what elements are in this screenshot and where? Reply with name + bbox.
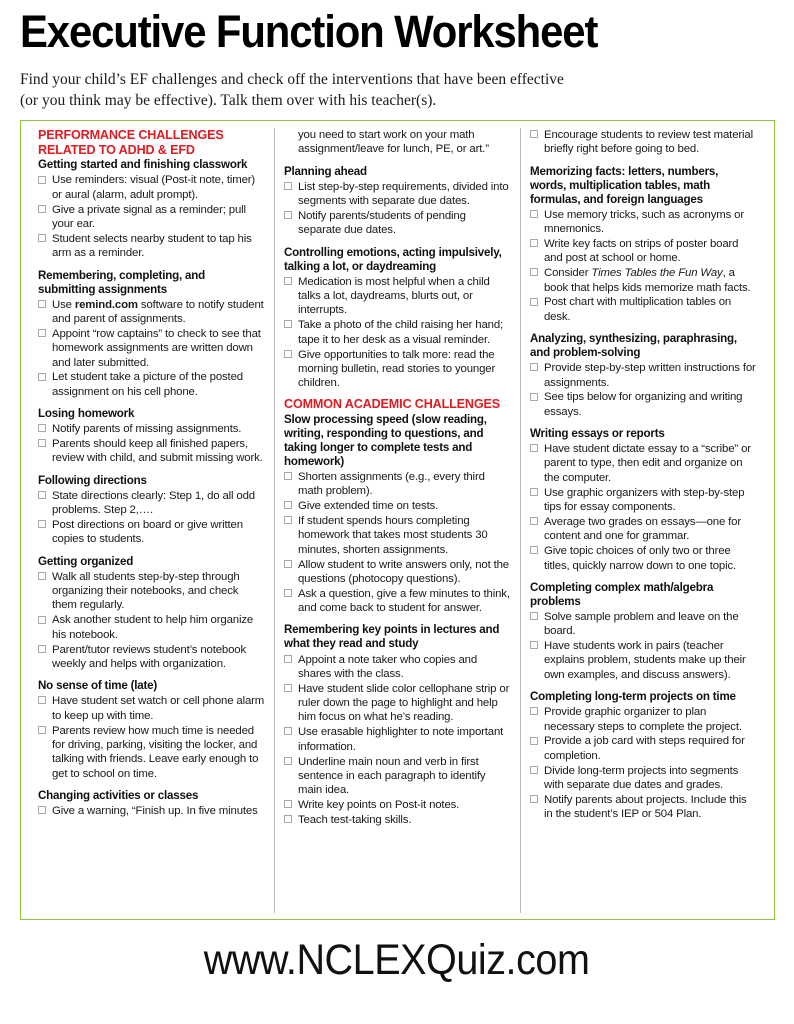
check-item[interactable] (38, 694, 265, 723)
check-item-label: List step-by-step requirements, divided into segments with separate due dates. (298, 180, 509, 208)
check-item-label: Encourage students to review test material briefly right before going to bed. (544, 129, 753, 156)
check-item-label: Walk all students step-by-step through organizing their notebooks, and check them regularly. (52, 570, 240, 612)
check-item[interactable] (530, 390, 757, 419)
checkbox-icon[interactable] (38, 616, 46, 624)
check-item-label: Provide graphic organizer to plan necessary steps to complete the project. (544, 706, 742, 733)
checkbox-icon[interactable] (284, 800, 292, 808)
check-item[interactable] (38, 613, 265, 642)
checkbox-icon[interactable] (284, 516, 292, 524)
check-item[interactable] (38, 570, 265, 613)
check-item-label-post: , a book that helps kids memorize math facts. (544, 267, 751, 294)
check-item-label: Have students work in pairs (teacher explains problem, students make up their own examples, and discuss answers). (544, 640, 746, 681)
check-item-label: Appoint a note taker who copies and shares with the class. (298, 653, 478, 680)
checkbox-icon[interactable] (530, 641, 538, 649)
check-item-label: Notify parents/students of pending separate due dates. (298, 209, 466, 237)
checkbox-icon[interactable] (38, 726, 46, 734)
check-item-label: Divide long-term projects into segments with separate due dates and grades. (544, 764, 739, 791)
page-footer (0, 936, 794, 985)
check-item-label-pre: Use (52, 298, 75, 311)
check-item-label: Have student dictate essay to a “scribe” or parent to type, then edit and organize on the computer. (544, 443, 751, 484)
checkbox-icon[interactable] (284, 655, 292, 663)
check-item[interactable] (284, 755, 511, 798)
check-list-completing-math-problems (530, 610, 757, 682)
check-item-label: Provide step-by-step written instructions for assignments. (544, 362, 756, 389)
check-item[interactable] (284, 318, 511, 347)
check-item[interactable] (38, 370, 265, 399)
check-item[interactable] (284, 275, 511, 318)
checkbox-icon[interactable] (284, 320, 292, 328)
check-item-label: State directions clearly: Step 1, do all odd problems. Step 2,…. (52, 489, 255, 517)
check-item[interactable] (284, 514, 511, 557)
checkbox-icon[interactable] (530, 363, 538, 371)
checkbox-icon[interactable] (284, 589, 292, 597)
section-title-line-2: RELATED TO ADHD & EFD (38, 142, 195, 157)
check-item-label: Give extended time on tests. (298, 500, 439, 513)
check-item-label: If student spends hours completing homework that takes most students 30 minutes, shorten assignments. (298, 514, 488, 556)
check-list-planning-ahead (284, 180, 511, 238)
check-item-label-bold: remind.com (74, 298, 138, 311)
check-item-label: Give opportunities to talk more: read the morning bulletin, read stories to younger children. (298, 348, 496, 390)
checkbox-icon[interactable] (530, 546, 538, 554)
check-item[interactable] (284, 558, 511, 587)
checkbox-icon[interactable] (284, 182, 292, 190)
check-item-label: Solve sample problem and leave on the board. (544, 610, 739, 638)
check-item-label: Parents review how much time is needed for driving, parking, visiting the locker, and talking with friends. Leave early enough to get to school on time. (52, 724, 259, 780)
checkbox-icon[interactable] (530, 737, 538, 745)
checkbox-icon[interactable] (38, 520, 46, 528)
check-item[interactable] (284, 798, 511, 812)
check-item-label: Let student take a picture of the posted assignment on his cell phone. (52, 371, 243, 398)
check-item[interactable] (530, 639, 757, 682)
worksheet-column-2 (274, 128, 520, 913)
checkbox-icon[interactable] (284, 501, 292, 509)
section-title-performance-challenges (38, 128, 265, 157)
group-head-changing-activities: Changing activities or classes (38, 788, 199, 802)
checkbox-icon[interactable] (530, 239, 538, 247)
checkbox-icon[interactable] (38, 300, 46, 308)
group-head-remembering-submitting: Remembering, completing, and submitting assignments (38, 268, 206, 296)
check-item-label: Parent/tutor reviews student’s notebook weekly and helps with organization. (52, 643, 247, 670)
check-item-label: Parents should keep all finished papers, review with child, and submit missing work. (52, 438, 263, 465)
group-head-long-term-projects: Completing long-term projects on time (530, 690, 736, 704)
check-item-label: See tips below for organizing and writing essays. (544, 391, 743, 418)
check-item-label: Have student set watch or cell phone alarm to keep up with time. (52, 695, 265, 722)
group-head-planning-ahead: Planning ahead (284, 164, 367, 178)
checkbox-icon[interactable] (530, 298, 538, 306)
check-item-label-pre: Consider (544, 267, 592, 280)
group-head-losing-homework: Losing homework (38, 407, 135, 421)
checkbox-icon[interactable] (530, 130, 538, 138)
check-item[interactable] (38, 173, 265, 202)
check-item-label: Notify parents of missing assignments. (52, 423, 242, 436)
checkbox-icon[interactable] (38, 329, 46, 337)
check-item[interactable] (530, 610, 757, 639)
checkbox-icon[interactable] (38, 696, 46, 704)
checkbox-icon[interactable] (38, 491, 46, 499)
checkbox-icon[interactable] (38, 572, 46, 580)
checkbox-icon[interactable] (284, 472, 292, 480)
check-item[interactable] (284, 180, 511, 209)
check-item[interactable] (284, 470, 511, 499)
check-item[interactable] (38, 298, 265, 327)
check-item[interactable] (530, 544, 757, 573)
check-item[interactable] (530, 705, 757, 734)
group-head-remembering-key-points: Remembering key points in lectures and what they read and study (284, 623, 500, 651)
check-item-label: Give topic choices of only two or three titles, quickly narrow down to one topic. (544, 545, 737, 572)
page-header (0, 0, 794, 111)
check-item-label: Use graphic organizers with step-by-step tips for essay components. (544, 486, 745, 514)
checkbox-icon[interactable] (530, 268, 538, 276)
site-url[interactable]: www.NCLEXQuiz.com (204, 936, 590, 984)
checkbox-icon[interactable] (530, 612, 538, 620)
check-item[interactable] (530, 128, 757, 157)
checkbox-icon[interactable] (284, 560, 292, 568)
check-item[interactable] (530, 442, 757, 485)
check-list-analyzing-synthesizing (530, 361, 757, 419)
checkbox-icon[interactable] (38, 424, 46, 432)
checkbox-icon[interactable] (530, 444, 538, 452)
check-item[interactable] (284, 682, 511, 725)
check-item[interactable] (530, 486, 757, 515)
checkbox-icon[interactable] (284, 350, 292, 358)
check-item-label: Average two grades on essays—one for content and one for grammar. (544, 515, 742, 543)
checkbox-icon[interactable] (38, 205, 46, 213)
check-item-label: Write key points on Post-it notes. (298, 799, 460, 812)
checkbox-icon[interactable] (284, 727, 292, 735)
check-item[interactable] (38, 203, 265, 232)
check-item[interactable] (38, 422, 265, 436)
section-title-line-1: PERFORMANCE CHALLENGES (38, 128, 224, 142)
check-item[interactable] (284, 725, 511, 754)
page-title: Executive Function Worksheet (20, 6, 598, 57)
checkbox-icon[interactable] (530, 393, 538, 401)
check-item-label: Appoint “row captains” to check to see that homework assignments are written down and later submitted. (52, 327, 261, 369)
group-head-analyzing-synthesizing: Analyzing, synthesizing, paraphrasing, and problem-solving (530, 332, 737, 360)
worksheet-column-3 (520, 128, 766, 913)
check-item-label-italic: Times Tables the Fun Way (591, 267, 723, 280)
worksheet-columns (29, 128, 766, 913)
check-item[interactable] (284, 653, 511, 682)
check-item-label: Underline main noun and verb in first sentence in each paragraph to identify main idea. (298, 755, 486, 797)
group-head-getting-organized: Getting organized (38, 554, 134, 568)
worksheet-column-1 (29, 128, 274, 913)
check-item[interactable] (284, 499, 511, 513)
checkbox-icon[interactable] (38, 373, 46, 381)
check-item-label-post: software to notify student and parent of assignments. (52, 298, 264, 326)
check-item-label: Allow student to write answers only, not the questions (photocopy questions). (298, 558, 509, 585)
check-item-label: Ask another student to help him organize his notebook. (52, 614, 254, 641)
check-item-label: Take a photo of the child raising her hand; tape it to her desk as a visual reminder. (298, 319, 504, 346)
check-item[interactable] (38, 437, 265, 466)
worksheet-box (20, 120, 775, 920)
group-head-slow-processing-speed: Slow processing speed (slow reading, writing, responding to questions, and taking longer to complete tests and homework) (284, 412, 487, 468)
check-item-label: Shorten assignments (e.g., every third math problem). (298, 470, 485, 498)
check-item[interactable] (530, 764, 757, 793)
check-item-label: Use memory tricks, such as acronyms or mnemonics. (544, 208, 745, 236)
checkbox-icon[interactable] (530, 517, 538, 525)
check-list-controlling-emotions (284, 275, 511, 391)
check-item[interactable] (530, 361, 757, 390)
check-item[interactable] (38, 232, 265, 261)
check-item[interactable] (530, 295, 757, 324)
check-item-label: Have student slide color cellophane strip or ruler down the page to highlight and help him focus on what he’s reading. (298, 682, 510, 724)
check-item-label: Give a warning, “Finish up. In five minutes (52, 804, 258, 817)
check-item-label: Post directions on board or give written copies to students. (52, 519, 243, 546)
checkbox-icon[interactable] (530, 707, 538, 715)
checkbox-icon[interactable] (530, 210, 538, 218)
group-head-no-sense-of-time: No sense of time (late) (38, 679, 158, 693)
checkbox-icon[interactable] (530, 795, 538, 803)
section-title-common-academic-challenges: COMMON ACADEMIC CHALLENGES (284, 397, 501, 412)
check-item-label: Write key facts on strips of poster board and post at school or home. (544, 237, 739, 265)
subtitle-line-1: Find your child’s EF challenges and check off the interventions that have been effective (20, 70, 564, 88)
check-item-label: Use erasable highlighter to note important information. (298, 726, 504, 753)
group-head-controlling-emotions: Controlling emotions, acting impulsively, talking a lot, or daydreaming (284, 245, 502, 273)
check-item[interactable] (530, 208, 757, 237)
check-item[interactable] (284, 813, 511, 827)
check-list-long-term-projects (530, 705, 757, 821)
check-item-label: Post chart with multiplication tables on desk. (544, 296, 732, 323)
check-item[interactable] (38, 518, 265, 547)
check-item[interactable] (38, 643, 265, 672)
check-item-label: Provide a job card with steps required for completion. (544, 735, 745, 762)
checkbox-icon[interactable] (284, 757, 292, 765)
check-item[interactable] (38, 804, 265, 818)
check-list-following-directions (38, 489, 265, 547)
checkbox-icon[interactable] (284, 211, 292, 219)
checkbox-icon[interactable] (284, 684, 292, 692)
check-item-label: Student selects nearby student to tap his arm as a reminder. (52, 232, 252, 260)
check-list-getting-started (38, 173, 265, 260)
page-subtitle (20, 69, 774, 112)
check-item-label: Use reminders: visual (Post-it note, timer) or aural (alarm, adult prompt). (52, 174, 256, 201)
check-list-remembering-key-points (284, 653, 511, 828)
checkbox-icon[interactable] (38, 806, 46, 814)
check-list-slow-processing-speed (284, 470, 511, 616)
check-item[interactable] (38, 489, 265, 518)
check-list-continued-remembering-key-points (530, 128, 757, 157)
checkbox-icon[interactable] (38, 176, 46, 184)
checkbox-icon[interactable] (284, 815, 292, 823)
check-list-memorizing-facts (530, 208, 757, 324)
check-item[interactable] (530, 266, 757, 295)
group-head-getting-started: Getting started and finishing classwork (38, 158, 248, 172)
check-item[interactable] (38, 724, 265, 781)
check-item[interactable] (284, 587, 511, 616)
check-item[interactable] (284, 348, 511, 391)
check-item[interactable] (530, 237, 757, 266)
check-item-label: Give a private signal as a reminder; pull your ear. (52, 203, 246, 231)
check-item-label: Teach test-taking skills. (298, 813, 412, 826)
group-head-writing-essays: Writing essays or reports (530, 427, 665, 441)
check-item-label: Ask a question, give a few minutes to think, and come back to student for answer. (298, 587, 510, 615)
check-list-losing-homework (38, 422, 265, 466)
check-list-changing-activities (38, 804, 265, 818)
subtitle-line-2: (or you think may be effective). Talk them over with his teacher(s). (20, 91, 437, 109)
checkbox-icon[interactable] (530, 766, 538, 774)
check-item[interactable] (530, 734, 757, 763)
group-head-completing-math-problems: Completing complex math/algebra problems (530, 580, 714, 608)
checkbox-icon[interactable] (38, 439, 46, 447)
check-item[interactable] (530, 793, 757, 822)
checkbox-icon[interactable] (38, 645, 46, 653)
group-head-memorizing-facts: Memorizing facts: letters, numbers, words, multiplication tables, math formulas, and foreign languages (530, 164, 719, 206)
checkbox-icon[interactable] (530, 488, 538, 496)
check-list-getting-organized (38, 570, 265, 672)
checkbox-icon[interactable] (284, 277, 292, 285)
check-item[interactable] (38, 327, 265, 370)
check-list-writing-essays (530, 442, 757, 573)
check-list-no-sense-of-time (38, 694, 265, 781)
continued-text-changing-activities: you need to start work on your math assignment/leave for lunch, PE, or art.” (298, 129, 489, 156)
check-item[interactable] (530, 515, 757, 544)
check-list-remembering-submitting (38, 298, 265, 400)
check-item-label: Medication is most helpful when a child talks a lot, daydreams, blurts out, or interrupts. (298, 275, 490, 317)
group-head-following-directions: Following directions (38, 473, 147, 487)
check-item[interactable] (284, 209, 511, 238)
check-item-label: Notify parents about projects. Include this in the student’s IEP or 504 Plan. (544, 793, 747, 821)
checkbox-icon[interactable] (38, 234, 46, 242)
